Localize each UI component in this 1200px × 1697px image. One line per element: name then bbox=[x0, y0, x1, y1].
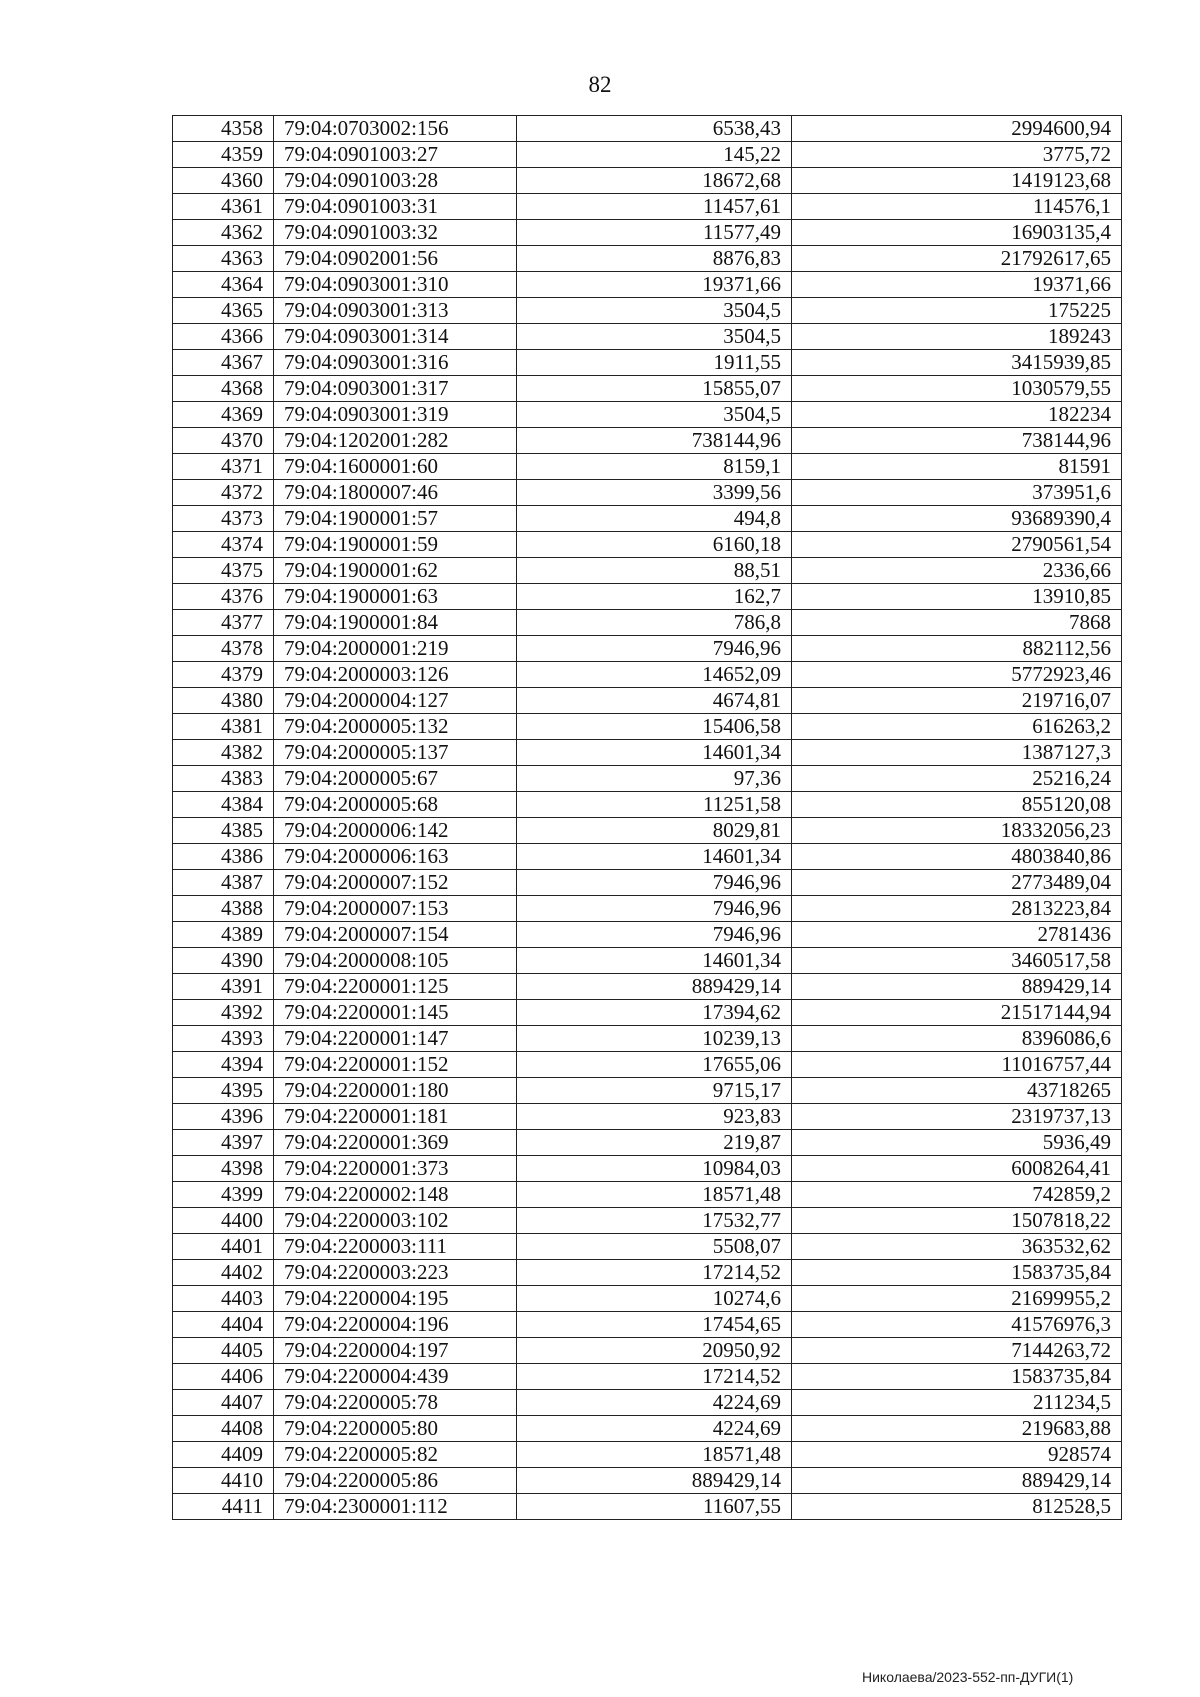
table-row bbox=[173, 324, 1122, 350]
cost-value: 93689390,4 bbox=[792, 506, 1122, 532]
cost-value: 1583735,84 bbox=[792, 1364, 1122, 1390]
row-number: 4403 bbox=[173, 1286, 274, 1312]
cadastral-number: 79:04:2200001:152 bbox=[274, 1052, 517, 1078]
cost-value: 6008264,41 bbox=[792, 1156, 1122, 1182]
area-value: 17532,77 bbox=[517, 1208, 792, 1234]
cost-value: 1030579,55 bbox=[792, 376, 1122, 402]
row-number: 4405 bbox=[173, 1338, 274, 1364]
table-row bbox=[173, 168, 1122, 194]
cadastral-number: 79:04:1900001:59 bbox=[274, 532, 517, 558]
table-row bbox=[173, 376, 1122, 402]
area-value: 7946,96 bbox=[517, 870, 792, 896]
row-number: 4410 bbox=[173, 1468, 274, 1494]
area-value: 15855,07 bbox=[517, 376, 792, 402]
cost-value: 2336,66 bbox=[792, 558, 1122, 584]
area-value: 3399,56 bbox=[517, 480, 792, 506]
cadastral-number: 79:04:1900001:63 bbox=[274, 584, 517, 610]
cost-value: 855120,08 bbox=[792, 792, 1122, 818]
cost-value: 2790561,54 bbox=[792, 532, 1122, 558]
row-number: 4379 bbox=[173, 662, 274, 688]
table-row bbox=[173, 896, 1122, 922]
table-row bbox=[173, 1364, 1122, 1390]
row-number: 4387 bbox=[173, 870, 274, 896]
area-value: 17655,06 bbox=[517, 1052, 792, 1078]
row-number: 4367 bbox=[173, 350, 274, 376]
table-row bbox=[173, 220, 1122, 246]
page-number: 82 bbox=[588, 72, 612, 97]
table-row bbox=[173, 1026, 1122, 1052]
cost-value: 2773489,04 bbox=[792, 870, 1122, 896]
cadastral-number: 79:04:2000005:137 bbox=[274, 740, 517, 766]
cadastral-number: 79:04:0903001:314 bbox=[274, 324, 517, 350]
table-row bbox=[173, 688, 1122, 714]
table-row bbox=[173, 636, 1122, 662]
table-row bbox=[173, 1494, 1122, 1520]
row-number: 4396 bbox=[173, 1104, 274, 1130]
cadastral-number: 79:04:1600001:60 bbox=[274, 454, 517, 480]
row-number: 4407 bbox=[173, 1390, 274, 1416]
cadastral-number: 79:04:2000004:127 bbox=[274, 688, 517, 714]
table-row bbox=[173, 870, 1122, 896]
cadastral-number: 79:04:1800007:46 bbox=[274, 480, 517, 506]
cost-value: 16903135,4 bbox=[792, 220, 1122, 246]
row-number: 4385 bbox=[173, 818, 274, 844]
area-value: 5508,07 bbox=[517, 1234, 792, 1260]
table-row bbox=[173, 1104, 1122, 1130]
row-number: 4374 bbox=[173, 532, 274, 558]
table-row bbox=[173, 1156, 1122, 1182]
row-number: 4375 bbox=[173, 558, 274, 584]
cadastral-number: 79:04:0903001:310 bbox=[274, 272, 517, 298]
row-number: 4406 bbox=[173, 1364, 274, 1390]
table-row bbox=[173, 1000, 1122, 1026]
table-row bbox=[173, 1182, 1122, 1208]
area-value: 219,87 bbox=[517, 1130, 792, 1156]
row-number: 4399 bbox=[173, 1182, 274, 1208]
table-row bbox=[173, 584, 1122, 610]
cadastral-number: 79:04:2000005:67 bbox=[274, 766, 517, 792]
table-row bbox=[173, 1078, 1122, 1104]
cost-value: 1583735,84 bbox=[792, 1260, 1122, 1286]
area-value: 8159,1 bbox=[517, 454, 792, 480]
table-row bbox=[173, 558, 1122, 584]
table-row bbox=[173, 272, 1122, 298]
area-value: 7946,96 bbox=[517, 896, 792, 922]
document-footer: Николаева/2023-552-пп-ДУГИ(1) bbox=[862, 1669, 1074, 1685]
row-number: 4400 bbox=[173, 1208, 274, 1234]
cadastral-number: 79:04:2200005:80 bbox=[274, 1416, 517, 1442]
row-number: 4364 bbox=[173, 272, 274, 298]
row-number: 4376 bbox=[173, 584, 274, 610]
area-value: 4224,69 bbox=[517, 1390, 792, 1416]
area-value: 11607,55 bbox=[517, 1494, 792, 1520]
cost-value: 1387127,3 bbox=[792, 740, 1122, 766]
row-number: 4361 bbox=[173, 194, 274, 220]
area-value: 10984,03 bbox=[517, 1156, 792, 1182]
cost-value: 211234,5 bbox=[792, 1390, 1122, 1416]
cost-value: 11016757,44 bbox=[792, 1052, 1122, 1078]
area-value: 20950,92 bbox=[517, 1338, 792, 1364]
area-value: 889429,14 bbox=[517, 1468, 792, 1494]
row-number: 4378 bbox=[173, 636, 274, 662]
row-number: 4395 bbox=[173, 1078, 274, 1104]
area-value: 19371,66 bbox=[517, 272, 792, 298]
table-row bbox=[173, 1338, 1122, 1364]
cadastral-number: 79:04:1202001:282 bbox=[274, 428, 517, 454]
cadastral-number: 79:04:0901003:27 bbox=[274, 142, 517, 168]
cost-value: 1507818,22 bbox=[792, 1208, 1122, 1234]
cadastral-number: 79:04:0903001:316 bbox=[274, 350, 517, 376]
cadastral-number: 79:04:0901003:31 bbox=[274, 194, 517, 220]
cadastral-number: 79:04:2200004:197 bbox=[274, 1338, 517, 1364]
cadastral-number: 79:04:2200001:145 bbox=[274, 1000, 517, 1026]
cost-value: 928574 bbox=[792, 1442, 1122, 1468]
row-number: 4369 bbox=[173, 402, 274, 428]
cost-value: 21699955,2 bbox=[792, 1286, 1122, 1312]
row-number: 4363 bbox=[173, 246, 274, 272]
row-number: 4366 bbox=[173, 324, 274, 350]
area-value: 14652,09 bbox=[517, 662, 792, 688]
cadastral-number: 79:04:0703002:156 bbox=[274, 116, 517, 142]
area-value: 11457,61 bbox=[517, 194, 792, 220]
area-value: 3504,5 bbox=[517, 298, 792, 324]
cadastral-number: 79:04:2200002:148 bbox=[274, 1182, 517, 1208]
table-row bbox=[173, 792, 1122, 818]
row-number: 4358 bbox=[173, 116, 274, 142]
cost-value: 3460517,58 bbox=[792, 948, 1122, 974]
cost-value: 889429,14 bbox=[792, 1468, 1122, 1494]
cost-value: 219683,88 bbox=[792, 1416, 1122, 1442]
row-number: 4380 bbox=[173, 688, 274, 714]
cost-value: 43718265 bbox=[792, 1078, 1122, 1104]
cost-value: 175225 bbox=[792, 298, 1122, 324]
area-value: 10239,13 bbox=[517, 1026, 792, 1052]
area-value: 1911,55 bbox=[517, 350, 792, 376]
cost-value: 182234 bbox=[792, 402, 1122, 428]
cost-value: 363532,62 bbox=[792, 1234, 1122, 1260]
area-value: 11251,58 bbox=[517, 792, 792, 818]
table-row bbox=[173, 714, 1122, 740]
cadastral-number: 79:04:2200004:195 bbox=[274, 1286, 517, 1312]
cadastral-number: 79:04:2200001:181 bbox=[274, 1104, 517, 1130]
table-row bbox=[173, 922, 1122, 948]
cost-value: 19371,66 bbox=[792, 272, 1122, 298]
row-number: 4384 bbox=[173, 792, 274, 818]
cadastral-number: 79:04:2000008:105 bbox=[274, 948, 517, 974]
cadastral-number: 79:04:2200004:196 bbox=[274, 1312, 517, 1338]
cost-value: 41576976,3 bbox=[792, 1312, 1122, 1338]
row-number: 4404 bbox=[173, 1312, 274, 1338]
cadastral-number: 79:04:2000005:68 bbox=[274, 792, 517, 818]
cost-value: 2781436 bbox=[792, 922, 1122, 948]
cadastral-number: 79:04:2200005:86 bbox=[274, 1468, 517, 1494]
area-value: 494,8 bbox=[517, 506, 792, 532]
area-value: 923,83 bbox=[517, 1104, 792, 1130]
table-row bbox=[173, 350, 1122, 376]
table-row bbox=[173, 298, 1122, 324]
area-value: 4224,69 bbox=[517, 1416, 792, 1442]
area-value: 145,22 bbox=[517, 142, 792, 168]
area-value: 6160,18 bbox=[517, 532, 792, 558]
area-value: 88,51 bbox=[517, 558, 792, 584]
cadastral-number: 79:04:2200001:373 bbox=[274, 1156, 517, 1182]
area-value: 14601,34 bbox=[517, 844, 792, 870]
cost-value: 2994600,94 bbox=[792, 116, 1122, 142]
cadastral-number: 79:04:2200003:223 bbox=[274, 1260, 517, 1286]
row-number: 4368 bbox=[173, 376, 274, 402]
area-value: 17394,62 bbox=[517, 1000, 792, 1026]
cost-value: 81591 bbox=[792, 454, 1122, 480]
row-number: 4383 bbox=[173, 766, 274, 792]
cadastral-number: 79:04:2000001:219 bbox=[274, 636, 517, 662]
area-value: 17454,65 bbox=[517, 1312, 792, 1338]
cadastral-number: 79:04:0901003:28 bbox=[274, 168, 517, 194]
cadastral-number: 79:04:2200005:82 bbox=[274, 1442, 517, 1468]
area-value: 11577,49 bbox=[517, 220, 792, 246]
table-row bbox=[173, 506, 1122, 532]
table-row bbox=[173, 116, 1122, 142]
area-value: 7946,96 bbox=[517, 636, 792, 662]
row-number: 4372 bbox=[173, 480, 274, 506]
cost-value: 189243 bbox=[792, 324, 1122, 350]
cadastral-number: 79:04:2000006:142 bbox=[274, 818, 517, 844]
cadastral-number: 79:04:0903001:319 bbox=[274, 402, 517, 428]
cost-value: 25216,24 bbox=[792, 766, 1122, 792]
cost-value: 114576,1 bbox=[792, 194, 1122, 220]
cadastral-number: 79:04:2000003:126 bbox=[274, 662, 517, 688]
cadastral-number: 79:04:0901003:32 bbox=[274, 220, 517, 246]
row-number: 4386 bbox=[173, 844, 274, 870]
area-value: 889429,14 bbox=[517, 974, 792, 1000]
cost-value: 21517144,94 bbox=[792, 1000, 1122, 1026]
cadastral-number: 79:04:2000007:154 bbox=[274, 922, 517, 948]
row-number: 4371 bbox=[173, 454, 274, 480]
cadastral-number: 79:04:2200001:369 bbox=[274, 1130, 517, 1156]
table-row bbox=[173, 428, 1122, 454]
cadastral-number: 79:04:2000007:152 bbox=[274, 870, 517, 896]
cadastral-number: 79:04:1900001:62 bbox=[274, 558, 517, 584]
table-row bbox=[173, 454, 1122, 480]
cost-value: 2813223,84 bbox=[792, 896, 1122, 922]
cost-value: 5936,49 bbox=[792, 1130, 1122, 1156]
row-number: 4388 bbox=[173, 896, 274, 922]
area-value: 6538,43 bbox=[517, 116, 792, 142]
area-value: 14601,34 bbox=[517, 948, 792, 974]
row-number: 4397 bbox=[173, 1130, 274, 1156]
row-number: 4393 bbox=[173, 1026, 274, 1052]
table-row bbox=[173, 844, 1122, 870]
cost-value: 219716,07 bbox=[792, 688, 1122, 714]
cadastral-number: 79:04:2200004:439 bbox=[274, 1364, 517, 1390]
area-value: 8029,81 bbox=[517, 818, 792, 844]
cost-value: 7868 bbox=[792, 610, 1122, 636]
area-value: 18672,68 bbox=[517, 168, 792, 194]
cadastral-number: 79:04:2200001:125 bbox=[274, 974, 517, 1000]
cost-value: 882112,56 bbox=[792, 636, 1122, 662]
cost-value: 373951,6 bbox=[792, 480, 1122, 506]
cadastral-number: 79:04:2200005:78 bbox=[274, 1390, 517, 1416]
table-row bbox=[173, 1052, 1122, 1078]
table-row bbox=[173, 142, 1122, 168]
area-value: 97,36 bbox=[517, 766, 792, 792]
row-number: 4408 bbox=[173, 1416, 274, 1442]
row-number: 4398 bbox=[173, 1156, 274, 1182]
cost-value: 18332056,23 bbox=[792, 818, 1122, 844]
row-number: 4401 bbox=[173, 1234, 274, 1260]
cost-value: 616263,2 bbox=[792, 714, 1122, 740]
row-number: 4370 bbox=[173, 428, 274, 454]
cadastral-number: 79:04:0902001:56 bbox=[274, 246, 517, 272]
cost-value: 1419123,68 bbox=[792, 168, 1122, 194]
table-row bbox=[173, 532, 1122, 558]
area-value: 786,8 bbox=[517, 610, 792, 636]
row-number: 4362 bbox=[173, 220, 274, 246]
table-row bbox=[173, 1442, 1122, 1468]
row-number: 4360 bbox=[173, 168, 274, 194]
cadastral-number: 79:04:0903001:317 bbox=[274, 376, 517, 402]
cost-value: 2319737,13 bbox=[792, 1104, 1122, 1130]
cadastral-number: 79:04:2200001:180 bbox=[274, 1078, 517, 1104]
area-value: 7946,96 bbox=[517, 922, 792, 948]
row-number: 4409 bbox=[173, 1442, 274, 1468]
table-row bbox=[173, 1234, 1122, 1260]
row-number: 4381 bbox=[173, 714, 274, 740]
area-value: 9715,17 bbox=[517, 1078, 792, 1104]
cadastral-number: 79:04:0903001:313 bbox=[274, 298, 517, 324]
row-number: 4411 bbox=[173, 1494, 274, 1520]
area-value: 17214,52 bbox=[517, 1260, 792, 1286]
row-number: 4373 bbox=[173, 506, 274, 532]
table-row bbox=[173, 194, 1122, 220]
cost-value: 7144263,72 bbox=[792, 1338, 1122, 1364]
row-number: 4391 bbox=[173, 974, 274, 1000]
area-value: 15406,58 bbox=[517, 714, 792, 740]
cadastral-number: 79:04:2200003:102 bbox=[274, 1208, 517, 1234]
table-row bbox=[173, 1468, 1122, 1494]
cadastral-number: 79:04:2000006:163 bbox=[274, 844, 517, 870]
area-value: 3504,5 bbox=[517, 402, 792, 428]
cadastral-number: 79:04:1900001:57 bbox=[274, 506, 517, 532]
table-row bbox=[173, 766, 1122, 792]
area-value: 17214,52 bbox=[517, 1364, 792, 1390]
row-number: 4365 bbox=[173, 298, 274, 324]
cost-value: 3415939,85 bbox=[792, 350, 1122, 376]
table-row bbox=[173, 740, 1122, 766]
cadastral-number: 79:04:2200003:111 bbox=[274, 1234, 517, 1260]
table-row bbox=[173, 402, 1122, 428]
cost-value: 738144,96 bbox=[792, 428, 1122, 454]
table-row bbox=[173, 610, 1122, 636]
area-value: 14601,34 bbox=[517, 740, 792, 766]
cost-value: 4803840,86 bbox=[792, 844, 1122, 870]
row-number: 4392 bbox=[173, 1000, 274, 1026]
row-number: 4382 bbox=[173, 740, 274, 766]
area-value: 18571,48 bbox=[517, 1442, 792, 1468]
table-body bbox=[173, 116, 1122, 1520]
table-row bbox=[173, 246, 1122, 272]
cost-value: 742859,2 bbox=[792, 1182, 1122, 1208]
table-row bbox=[173, 1390, 1122, 1416]
row-number: 4390 bbox=[173, 948, 274, 974]
row-number: 4377 bbox=[173, 610, 274, 636]
table-row bbox=[173, 1286, 1122, 1312]
area-value: 162,7 bbox=[517, 584, 792, 610]
area-value: 738144,96 bbox=[517, 428, 792, 454]
row-number: 4394 bbox=[173, 1052, 274, 1078]
cadastral-table bbox=[172, 115, 1122, 1520]
table-row bbox=[173, 1130, 1122, 1156]
cadastral-number: 79:04:2300001:112 bbox=[274, 1494, 517, 1520]
table-row bbox=[173, 480, 1122, 506]
cadastral-number: 79:04:2000007:153 bbox=[274, 896, 517, 922]
row-number: 4402 bbox=[173, 1260, 274, 1286]
table-row bbox=[173, 818, 1122, 844]
cost-value: 8396086,6 bbox=[792, 1026, 1122, 1052]
area-value: 3504,5 bbox=[517, 324, 792, 350]
cadastral-number: 79:04:1900001:84 bbox=[274, 610, 517, 636]
cost-value: 5772923,46 bbox=[792, 662, 1122, 688]
table-row bbox=[173, 1260, 1122, 1286]
cadastral-number: 79:04:2200001:147 bbox=[274, 1026, 517, 1052]
cost-value: 812528,5 bbox=[792, 1494, 1122, 1520]
table-row bbox=[173, 1416, 1122, 1442]
table-row bbox=[173, 1312, 1122, 1338]
table-row bbox=[173, 948, 1122, 974]
cost-value: 13910,85 bbox=[792, 584, 1122, 610]
row-number: 4389 bbox=[173, 922, 274, 948]
area-value: 8876,83 bbox=[517, 246, 792, 272]
cadastral-number: 79:04:2000005:132 bbox=[274, 714, 517, 740]
area-value: 10274,6 bbox=[517, 1286, 792, 1312]
area-value: 18571,48 bbox=[517, 1182, 792, 1208]
cost-value: 3775,72 bbox=[792, 142, 1122, 168]
cost-value: 21792617,65 bbox=[792, 246, 1122, 272]
row-number: 4359 bbox=[173, 142, 274, 168]
area-value: 4674,81 bbox=[517, 688, 792, 714]
table-row bbox=[173, 662, 1122, 688]
table-row bbox=[173, 974, 1122, 1000]
cost-value: 889429,14 bbox=[792, 974, 1122, 1000]
table-row bbox=[173, 1208, 1122, 1234]
